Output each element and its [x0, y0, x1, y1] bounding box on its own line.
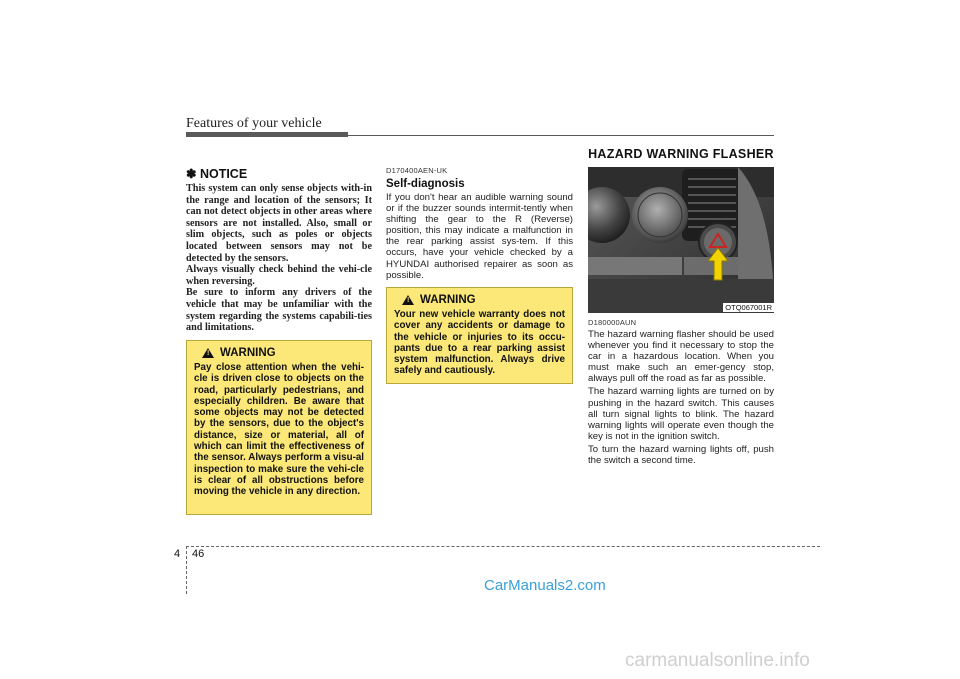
- section-code: D170400AEN-UK: [386, 166, 448, 175]
- warning-box-warranty: [386, 287, 573, 384]
- page-number: 46: [192, 548, 205, 560]
- warning-header: [202, 347, 364, 359]
- watermark-link[interactable]: CarManuals2.com: [484, 577, 606, 594]
- warning-box-parking-sensors: [186, 340, 372, 515]
- column-middle: [386, 166, 573, 281]
- hazard-paragraph: The hazard warning lights are turned on by pushing in the hazard switch. This causes all turn signal lights to blink. The hazard warning lights will operate even though the key is not in the ignition switch.: [588, 386, 774, 442]
- warning-text: Pay close attention when the vehi-cle is driven close to objects on the road, particularly pedestrians, and especially children. Be aware that some objects may not be detected by the sensors, due to the object's distance, size or material, all of which can limit the effectiveness of the sensor. Always perform a visu-al inspection to make sure the vehi-cle is clear of all obstructions before moving the vehicle in any direction.: [194, 362, 364, 498]
- self-diagnosis-title: Self-diagnosis: [386, 178, 465, 190]
- arrow-up-icon: [707, 247, 729, 281]
- hazard-text-block: [588, 318, 774, 466]
- hazard-paragraph: To turn the hazard warning lights off, push the switch a second time.: [588, 443, 774, 467]
- hazard-switch-photo: [588, 167, 774, 313]
- chapter-number: 4: [174, 548, 181, 560]
- notice-paragraph: Always visually check behind the vehi-cle when reversing.: [186, 264, 372, 287]
- warning-title: WARNING: [420, 294, 476, 306]
- footer-divider: [186, 546, 187, 594]
- warning-header: [402, 294, 565, 306]
- section-code: D180000AUN: [588, 318, 637, 327]
- notice-paragraph: This system can only sense objects with-in the range and location of the sensors; It can not detect objects in other areas where sensors are not installed. Also, small or slim objects, such as poles or objects located between sensors may not be detected by the sensors.: [186, 183, 372, 264]
- header-title: Features of your vehicle: [186, 116, 322, 131]
- dashboard-illustration: [588, 167, 774, 313]
- warning-triangle-icon: !: [402, 295, 414, 305]
- hazard-paragraph: The hazard warning flasher should be used whenever you find it necessary to stop the car in a hazardous location. When you must make such an emer-gency stop, always pull off the road as far as possible.: [588, 329, 774, 385]
- watermark-text: carmanualsonline.info: [625, 650, 810, 671]
- photo-code: OTQ067001R: [725, 303, 772, 312]
- header-rule: [186, 135, 774, 136]
- warning-triangle-icon: !: [202, 348, 214, 358]
- hazard-section-title: HAZARD WARNING FLASHER: [588, 147, 774, 161]
- self-diagnosis-text: If you don't hear an audible warning sound or if the buzzer sounds intermit-tently when shifting the gear to the R (Reverse) position, this may indicate a malfunction in the rear parking assist sys-tem. If this occurs, have your vehicle checked by a HYUNDAI authorised repairer as soon as possible.: [386, 192, 573, 281]
- column-left: [186, 166, 372, 334]
- notice-paragraph: Be sure to inform any drivers of the vehicle that may be unfamiliar with the system regarding the systems capabili-ties and limitations.: [186, 287, 372, 334]
- warning-text: Your new vehicle warranty does not cover any accidents or damage to the vehicle or injuries to its occu-pants due to a rear parking assist system malfunction. Always drive safely and cautiously.: [394, 309, 565, 377]
- footer-rule: [186, 546, 820, 547]
- notice-title: ✽ NOTICE: [186, 167, 248, 181]
- notice-body: [186, 183, 372, 334]
- warning-title: WARNING: [220, 347, 276, 359]
